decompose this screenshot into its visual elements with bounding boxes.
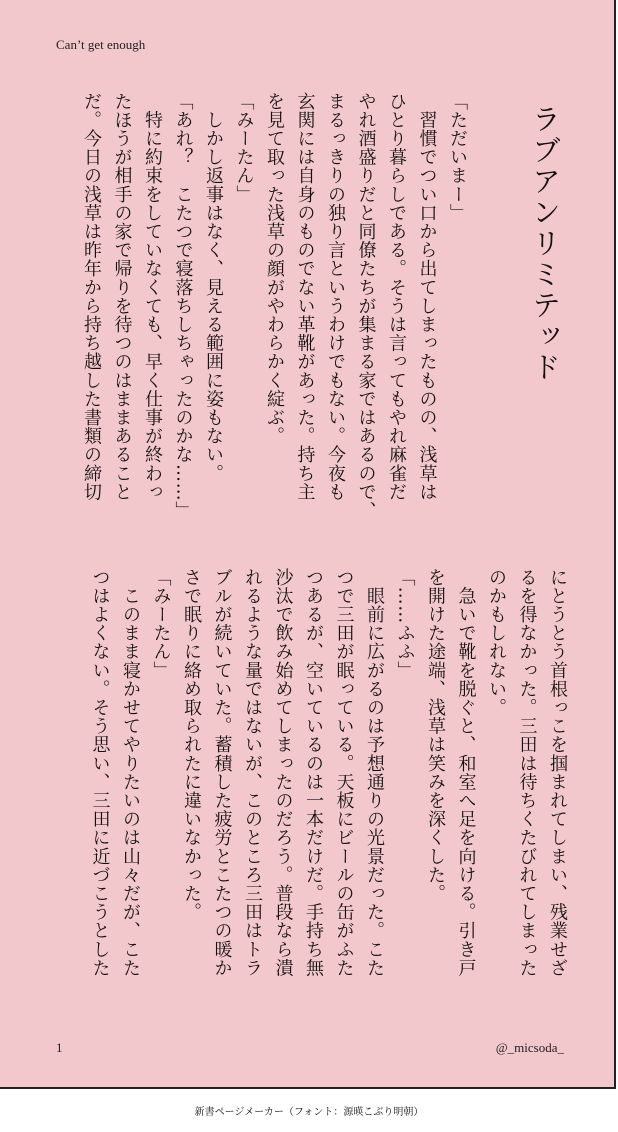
text-line: さで眠りに絡め取られたに違いなかった。 xyxy=(181,568,202,922)
text-line: ひとり暮らしである。そうは言ってもやれ麻雀だ xyxy=(386,92,407,502)
text-line: 「あれ？ こたつで寝落ちしちゃったのかな……」 xyxy=(172,92,194,520)
text-line: 「……ふふ」 xyxy=(394,568,416,680)
text-line: だ。今日の浅草は昨年から持ち越した書類の締切 xyxy=(81,92,102,502)
story-title: ラブアンリミテッド xyxy=(528,104,562,383)
text-line: 「ただいまー」 xyxy=(447,92,468,223)
text-line: のかもしれない。 xyxy=(486,568,507,717)
generator-footer: 新書ページメーカー（フォント：源暎こぶり明朝） xyxy=(194,1107,424,1118)
text-line: つはよくない。そう思い、三田に近づこうとした xyxy=(89,568,111,978)
text-block-bottom xyxy=(52,568,572,998)
author-credit: @_micsoda_ xyxy=(495,1040,564,1055)
text-line: 習慣でつい口から出てしまったものの、浅草は xyxy=(416,92,438,502)
text-line: 特に約束をしていなくても、早く仕事が終わっ xyxy=(142,92,163,502)
text-line: 「みーたん」 xyxy=(233,92,255,204)
text-line: 眼前に広がるのは予想通りの光景だった。こた xyxy=(364,568,385,978)
text-line: ブルが続いていた。蓄積した疲労とこたつの暖か xyxy=(211,568,233,978)
text-line: れるような量ではないが、このところ三田はトラ xyxy=(242,568,263,978)
text-line: を開けた途端、浅草は笑みを深くした。 xyxy=(425,568,446,903)
text-line: やれ酒盛りだと同僚たちが集まる家ではあるので、 xyxy=(355,92,377,520)
text-line: にとうとう首根っこを掴まれてしまい、残業せざ xyxy=(547,568,568,978)
text-line: つあるが、空いているのは一本だけだ。手持ち無 xyxy=(303,568,324,978)
text-line: まるっきりの独り言というわけでもない。今夜も xyxy=(325,92,346,502)
text-line: 「みーたん」 xyxy=(150,568,172,680)
text-block-top xyxy=(52,92,472,532)
text-line: るを得なかった。三田は待ちくたびれてしまった xyxy=(516,568,538,978)
running-header: Can’t get enough xyxy=(56,37,146,52)
text-line: つで三田が眠っている。天板にビールの缶がふた xyxy=(333,568,355,978)
text-line: を見て取った浅草の顔がやわらかく綻ぶ。 xyxy=(264,92,285,446)
text-line: 玄関には自身のものでない革靴があった。持ち主 xyxy=(294,92,316,502)
page-number: 1 xyxy=(56,1040,63,1055)
text-line: たほうが相手の家で帰りを待つのはままあること xyxy=(111,92,133,502)
text-line: しかし返事はなく、見える範囲に姿もない。 xyxy=(203,92,224,483)
text-line: このまま寝かせてやりたいのは山々だが、こた xyxy=(120,568,141,978)
text-line: 急いで靴を脱ぐと、和室へ足を向ける。引き戸 xyxy=(455,568,477,978)
text-line: 沙汰で飲み始めてしまったのだろう。普段なら潰 xyxy=(272,568,294,978)
